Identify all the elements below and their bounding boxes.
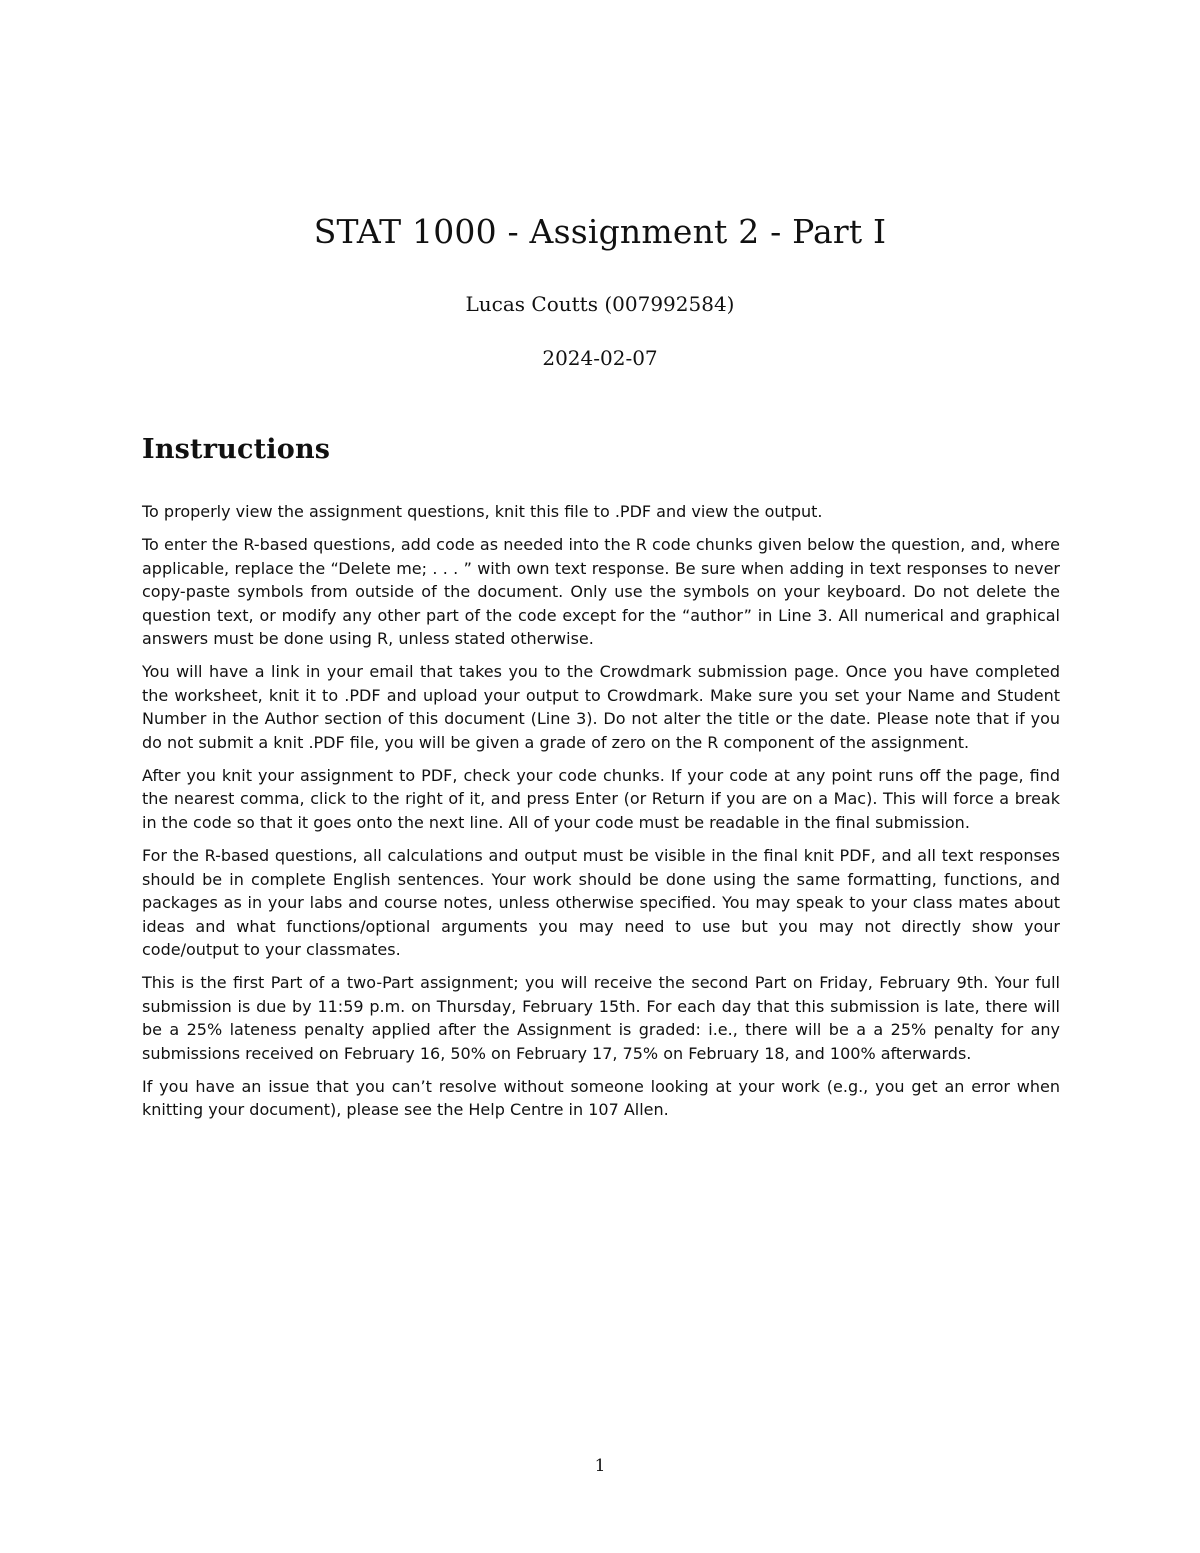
paragraph: You will have a link in your email that takes you to the Crowdmark submission page. Once you have completed the worksheet, knit it to .PDF and upload your output to Crowdmark. Make sure you set your Name and Student Number in the Author section of this document (Line 3). Do not alter the title or the date. Please note that if you do not submit a knit .PDF file, you will be given a grade of zero on the R component of the assignment. — [142, 662, 1060, 752]
instructions-body — [142, 500, 1060, 1132]
document-author: Lucas Coutts (007992584) — [465, 292, 735, 316]
document-date: 2024-02-07 — [542, 346, 658, 370]
section-heading-instructions: Instructions — [142, 434, 331, 465]
page-number: 1 — [594, 1456, 606, 1476]
paragraph: If you have an issue that you can’t resolve without someone looking at your work (e.g., you get an error when knitting your document), please see the Help Centre in 107 Allen. — [142, 1076, 1060, 1120]
paragraph: This is the first Part of a two-Part assignment; you will receive the second Part on Friday, February 9th. Your full submission is due by 11:59 p.m. on Thursday, February 15th. For each day that this submission is late, there will be a 25% lateness penalty applied after the Assignment is graded: i.e., there will be a a 25% penalty for any submissions received on February 16, 50% on February 17, 75% on February 18, and 100% afterwards. — [142, 973, 1060, 1063]
paragraph: For the R-based questions, all calculations and output must be visible in the final knit PDF, and all text responses should be in complete English sentences. Your work should be done using the same formatting, functions, and packages as in your labs and course notes, unless otherwise specified. You may speak to your class mates about ideas and what functions/optional arguments you may need to use but you may not directly show your code/output to your classmates. — [142, 846, 1060, 959]
paragraph: To properly view the assignment questions, knit this file to .PDF and view the output. — [142, 502, 823, 521]
paragraph: After you knit your assignment to PDF, check your code chunks. If your code at any point runs off the page, find the nearest comma, click to the right of it, and press Enter (or Return if you are on a Mac). This will force a break in the code so that it goes onto the next line. All of your code must be readable in the final submission. — [142, 766, 1060, 832]
document-title: STAT 1000 - Assignment 2 - Part I — [313, 212, 887, 251]
paragraph: To enter the R-based questions, add code as needed into the R code chunks given below the question, and, where applicable, replace the “Delete me; . . . ” with own text response. Be sure when adding in text responses to never copy-paste symbols from outside of the document. Only use the symbols on your keyboard. Do not delete the question text, or modify any other part of the code except for the “author” in Line 3. All numerical and graphical answers must be done using R, unless stated otherwise. — [142, 535, 1060, 649]
